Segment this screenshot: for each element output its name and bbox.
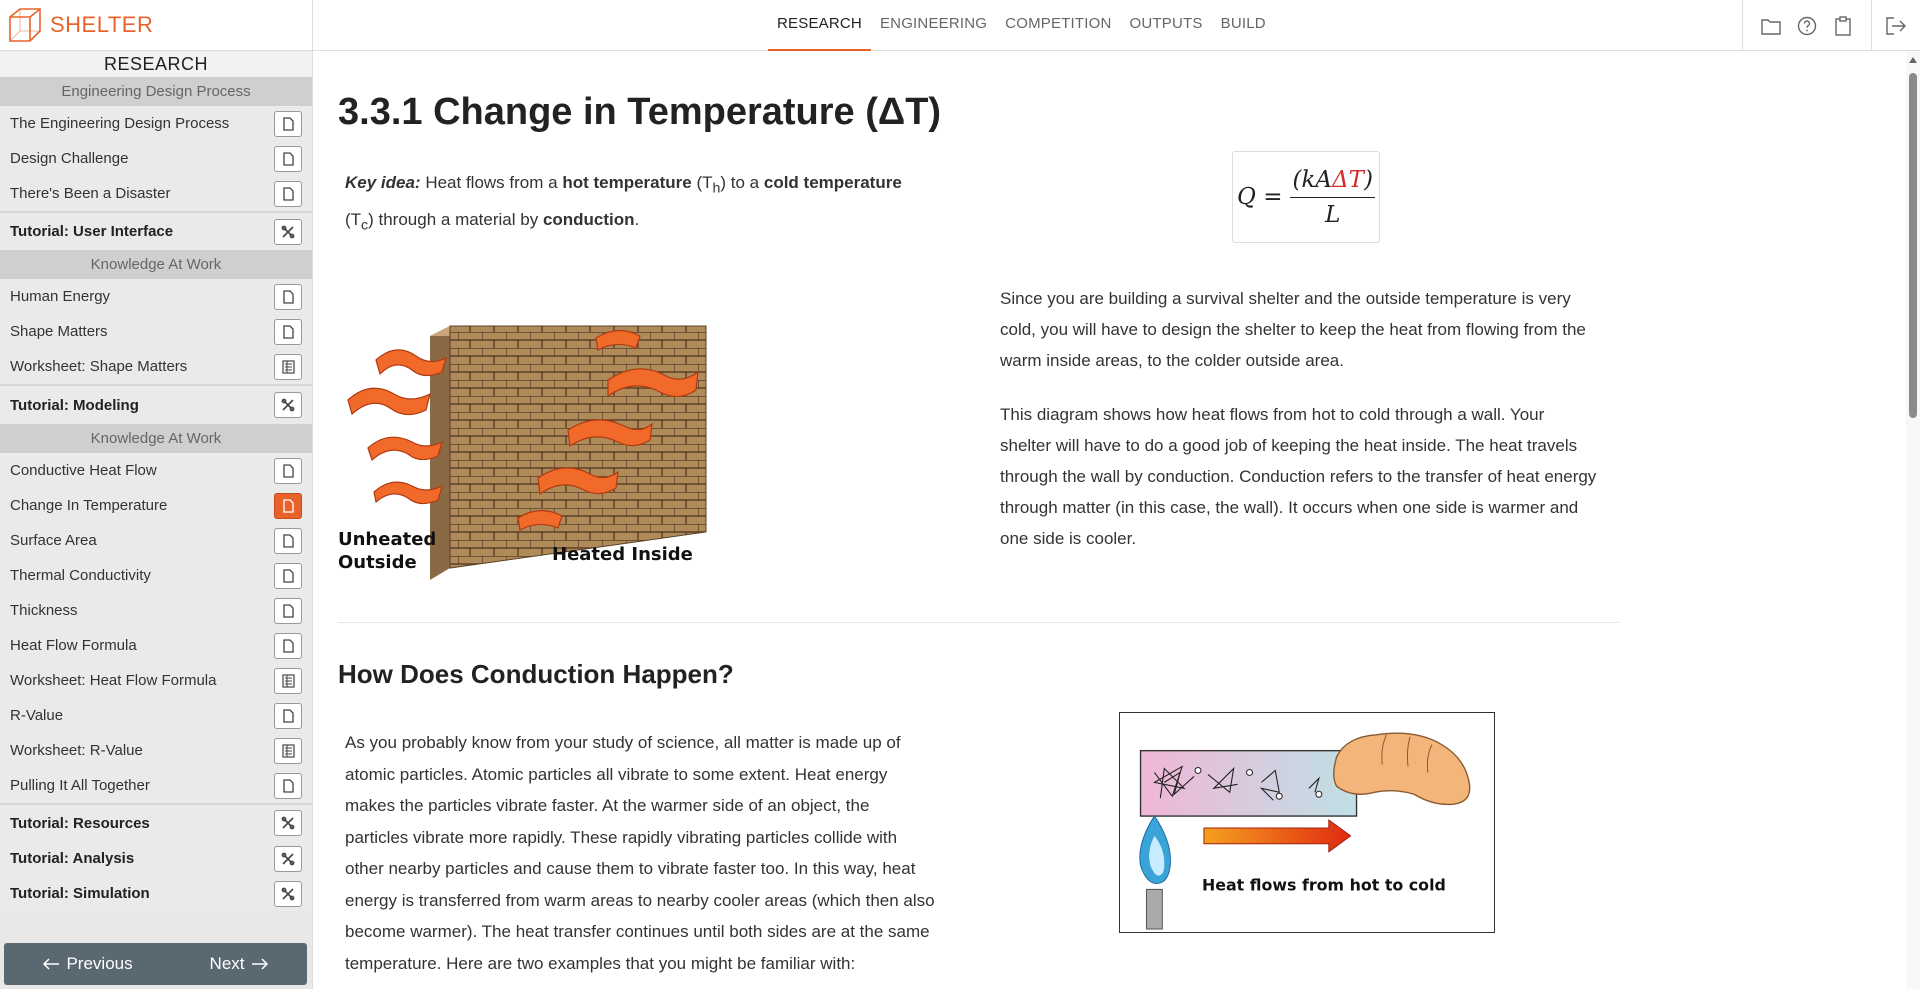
page-icon[interactable]	[274, 528, 302, 554]
page-icon[interactable]	[274, 181, 302, 207]
sidebar-item-engineering-design-process[interactable]	[0, 106, 312, 141]
conduction-diagram	[1119, 712, 1495, 933]
wall-label-unheated: Unheated	[338, 529, 437, 550]
sidebar-item-label: The Engineering Design Process	[10, 115, 230, 132]
scrollbar[interactable]	[1906, 51, 1920, 989]
sidebar-item-label: Pulling It All Together	[10, 777, 150, 794]
paragraph-diagram: This diagram shows how heat flows from hot to cold through a wall. Your shelter will have to do a good job of keeping the heat inside. The heat travels through the wall by conduction. Conduction refers to the transfer of heat energy through matter (in this case, the wall). It occurs when one side is warmer and one side is cooler.	[1000, 405, 1597, 548]
key-idea-text: ) to a	[720, 173, 764, 192]
page-icon[interactable]	[274, 458, 302, 484]
sidebar-item-label: There's Been a Disaster	[10, 185, 171, 202]
sidebar-item-tutorial-analysis[interactable]	[0, 841, 312, 876]
sidebar-item-label: Shape Matters	[10, 323, 108, 340]
page-icon[interactable]	[274, 319, 302, 345]
paragraph-conduction: As you probably know from your study of science, all matter is made up of atomic particles. Atomic particles all vibrate to some extent. Heat energy makes the particles vibrate faster. At the warmer side of an object, the particles vibrate more rapidly. These rapidly vibrating particles collide with other nearby particles and cause them to vibrate faster too. In this way, heat energy is transferred from warm areas to nearby cooler areas (which then also become warmer). The heat transfer continues until both sides are at the same temperature. Here are two examples that you might be familiar with:	[345, 733, 935, 973]
sidebar-item-label: Conductive Heat Flow	[10, 462, 157, 479]
next-label: Next	[209, 954, 245, 973]
formula-fraction	[1290, 167, 1374, 228]
sidebar-item-label: R-Value	[10, 707, 64, 724]
key-idea-text: (T	[345, 210, 362, 230]
tab-build[interactable]: BUILD	[1220, 15, 1266, 32]
sidebar-item-surface-area[interactable]	[0, 523, 312, 558]
sidebar-item-label: Worksheet: R-Value	[10, 742, 143, 759]
formula-lhs: Q =	[1237, 184, 1283, 210]
conduction-caption: Heat flows from hot to cold	[1201, 875, 1446, 895]
tab-competition[interactable]: COMPETITION	[1005, 15, 1112, 32]
sidebar-item-label: Tutorial: Analysis	[10, 850, 135, 867]
sidebar-item-disaster[interactable]	[0, 176, 312, 211]
previous-button[interactable]	[42, 954, 132, 974]
formula-num-b: )	[1363, 166, 1373, 193]
tools-icon[interactable]	[274, 846, 302, 872]
sidebar-item-label: Worksheet: Heat Flow Formula	[10, 672, 217, 689]
clipboard-icon[interactable]	[1825, 8, 1861, 44]
sidebar-item-r-value[interactable]	[0, 698, 312, 733]
page-icon[interactable]	[274, 598, 302, 624]
sidebar-item-pulling-together[interactable]	[0, 768, 312, 803]
section-knowledge-at-work-2: Knowledge At Work	[0, 424, 312, 453]
tools-icon[interactable]	[274, 219, 302, 245]
worksheet-icon[interactable]	[274, 668, 302, 694]
paragraph-shelter: Since you are building a survival shelter and the outside temperature is very cold, you will have to design the shelter to keep the heat from flowing from the warm inside areas, to the colder outside area.	[1000, 289, 1586, 370]
sidebar-item-label: Heat Flow Formula	[10, 637, 137, 654]
tools-icon[interactable]	[274, 881, 302, 907]
divider	[338, 622, 1620, 623]
tools-icon[interactable]	[274, 392, 302, 418]
app-name: SHELTER	[50, 12, 154, 37]
sidebar-item-thickness[interactable]	[0, 593, 312, 628]
sidebar-item-label: Thickness	[10, 602, 78, 619]
sidebar-item-thermal-conductivity[interactable]	[0, 558, 312, 593]
sidebar-item-label: Tutorial: Simulation	[10, 885, 150, 902]
sidebar-item-label: Thermal Conductivity	[10, 567, 151, 584]
scroll-up-icon[interactable]	[1909, 57, 1917, 63]
sidebar-item-shape-matters[interactable]	[0, 314, 312, 349]
sidebar	[0, 51, 313, 989]
top-icons	[1742, 0, 1920, 51]
worksheet-icon[interactable]	[274, 738, 302, 764]
page-icon[interactable]	[274, 703, 302, 729]
sidebar-item-tutorial-resources[interactable]	[0, 803, 312, 841]
sidebar-item-label: Tutorial: Resources	[10, 814, 150, 832]
formula-denominator: L	[1325, 201, 1341, 228]
page-icon[interactable]	[274, 284, 302, 310]
help-icon[interactable]	[1789, 8, 1825, 44]
tools-icon[interactable]	[274, 810, 302, 836]
worksheet-icon[interactable]	[274, 354, 302, 380]
tab-engineering[interactable]: ENGINEERING	[879, 15, 988, 32]
scrollbar-thumb[interactable]	[1909, 73, 1917, 418]
page-icon[interactable]	[274, 563, 302, 589]
sidebar-title: RESEARCH	[0, 51, 312, 77]
wall-heat-diagram	[338, 268, 728, 588]
folder-icon[interactable]	[1753, 8, 1789, 44]
sidebar-item-label: Tutorial: Modeling	[10, 396, 139, 414]
page-icon[interactable]	[274, 633, 302, 659]
wall-label-heated-inside: Heated Inside	[552, 544, 693, 565]
formula-delta-t: ΔT	[1332, 166, 1364, 193]
sidebar-item-heat-flow-formula[interactable]	[0, 628, 312, 663]
section-engineering-design-process: Engineering Design Process	[0, 77, 312, 106]
top-bar	[0, 0, 1920, 51]
formula-num-a: (kA	[1292, 166, 1333, 193]
previous-label: Previous	[66, 954, 133, 973]
page-title: 3.3.1 Change in Temperature (ΔT)	[338, 91, 942, 133]
key-idea-text: Heat flows from a	[420, 173, 563, 192]
sidebar-item-label: Design Challenge	[10, 150, 129, 167]
sidebar-item-conductive-heat-flow[interactable]	[0, 453, 312, 488]
heat-flow-formula	[1232, 151, 1380, 243]
key-idea-text: (T	[691, 173, 713, 192]
sidebar-item-tutorial-simulation[interactable]	[0, 876, 312, 911]
sidebar-item-label: Worksheet: Shape Matters	[10, 358, 188, 375]
logout-group	[1871, 0, 1920, 51]
sidebar-item-change-in-temperature[interactable]	[0, 488, 312, 523]
subscript-h: h	[712, 180, 721, 197]
conduction-term: conduction	[542, 210, 635, 230]
main-content	[314, 51, 1906, 989]
section-knowledge-at-work: Knowledge At Work	[0, 250, 312, 279]
sidebar-item-design-challenge[interactable]	[0, 141, 312, 176]
sidebar-footer	[4, 943, 307, 985]
formula-numerator	[1290, 167, 1374, 198]
key-idea	[345, 167, 935, 242]
cold-temperature-term: cold temperature	[763, 173, 902, 192]
sidebar-item-worksheet-heat-flow-formula[interactable]	[0, 663, 312, 698]
wall-label-outside: Outside	[338, 552, 417, 573]
next-button[interactable]	[210, 954, 269, 974]
hot-temperature-term: hot temperature	[562, 173, 692, 192]
subscript-c: c	[361, 217, 369, 234]
arrow-left-icon	[42, 957, 60, 971]
page-icon[interactable]	[274, 111, 302, 137]
arrow-right-icon	[251, 957, 269, 971]
tab-research[interactable]: RESEARCH	[768, 0, 871, 51]
top-nav	[768, 0, 1275, 51]
page-icon[interactable]	[274, 146, 302, 172]
sidebar-item-label: Tutorial: User Interface	[10, 223, 174, 240]
key-idea-text: ) through a material by	[368, 210, 543, 230]
sidebar-item-worksheet-shape-matters[interactable]	[0, 349, 312, 384]
sidebar-item-label: Surface Area	[10, 532, 97, 549]
page-icon[interactable]	[274, 773, 302, 799]
sidebar-item-label: Human Energy	[10, 288, 111, 305]
tool-icons	[1742, 0, 1871, 51]
key-idea-text: .	[634, 210, 640, 230]
sidebar-item-label: Change In Temperature	[10, 497, 168, 514]
sidebar-item-tutorial-modeling[interactable]	[0, 384, 312, 424]
tab-outputs[interactable]: OUTPUTS	[1129, 15, 1203, 32]
logout-icon[interactable]	[1878, 8, 1914, 44]
key-idea-label: Key idea:	[345, 173, 421, 192]
page-icon[interactable]	[274, 493, 302, 519]
sidebar-item-tutorial-ui[interactable]	[0, 211, 312, 250]
sidebar-item-human-energy[interactable]	[0, 279, 312, 314]
sidebar-item-worksheet-r-value[interactable]	[0, 733, 312, 768]
logo[interactable]	[0, 0, 313, 51]
cube-logo-icon	[4, 5, 44, 45]
section-heading: How Does Conduction Happen?	[338, 659, 734, 689]
